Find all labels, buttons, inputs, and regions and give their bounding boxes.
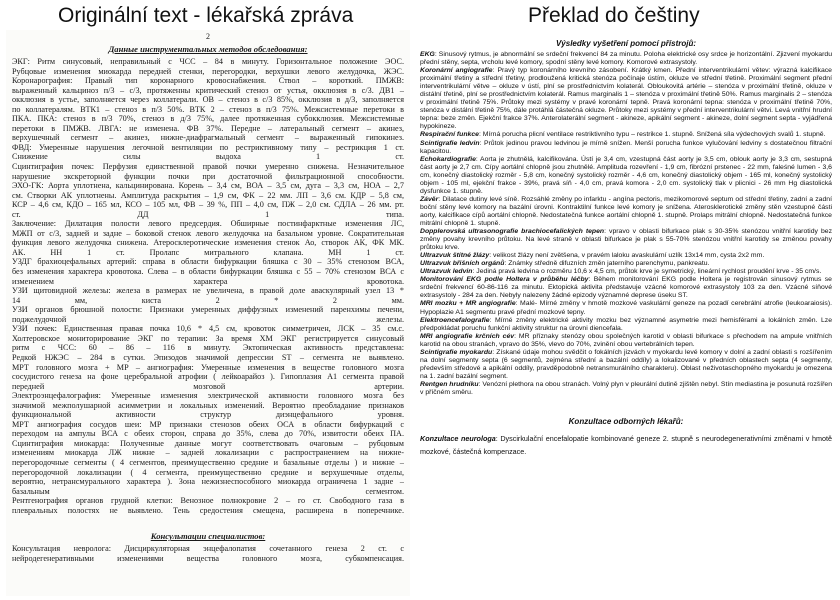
- original-line: УЗИ органов брюшной полости: Признаки умеренных диффузных изменений паренхимы печени,: [12, 305, 404, 315]
- translation-title: Překlad do češtiny: [528, 4, 700, 27]
- original-line: ПКА. ПКА: стеноз в п/3 70%, стеноз в д/3 75%, далее протяженная субокклюзия. Межсистемные: [12, 114, 404, 124]
- paragraph-label: Rentgen hrudníku: [420, 380, 479, 388]
- original-line: см. Створки АК уплотнены. Амплитуда раскрытия – 1,9 см, ФК – 22 мм. ЛП – 3,6 см. КДР – 5,8 см,: [12, 190, 404, 200]
- paragraph-label: Konzultace neurologa: [420, 434, 496, 444]
- paragraph-label: Echokardiografie: [420, 155, 476, 163]
- paragraph-text: : Známky středně difuzních změn jaterního parenchymu, pankreatu.: [504, 260, 710, 268]
- translation-body: [416, 51, 836, 397]
- paragraph-text: : Sinusový rytmus, je abnormální se srdeční frekvencí 84 za minutu. Poloha elektrické osy srdce je horizontální. Zjizvení myokardu přední stěny, septa, vrcholu levé komory, spodní stěny levé komory. Komorové extrasystoly.: [420, 51, 832, 67]
- paragraph-label: Dopplerovská ultrasonografie brachiocefalických tepen: [420, 228, 605, 236]
- translation-paragraph: [416, 228, 836, 252]
- original-line: УЗИ почек: Единственная правая почка 10,6 * 4,5 см, кровоток симметричен, ЛСК – 35 см.с.: [12, 324, 404, 334]
- original-line: выраженный кальциноз п/3 – с/3, протяженны критический стеноз от устья, окклюзия в с/3. ДВ1 –: [12, 85, 404, 95]
- original-consult-line: Консультация невролога: Дисциркуляторная энцефалопатия сочетанного генеза 2 ст. с: [12, 544, 404, 554]
- original-line: значимой межполушарной асимметрии и локальных изменений. Вероятно преобладание признаков: [12, 400, 404, 410]
- original-line: УЗДГ брахиоцефальных артерий: справа в области бифуркации бляшка с 30 – 35% стенозом ВСА,: [12, 257, 404, 267]
- translation-paragraph: [416, 156, 836, 196]
- original-line: Сцинтиграфия почек: Перфузия единственной правой почки умеренно снижена. Незначительное: [12, 162, 404, 172]
- original-line: функция левого желудочка снижена. Атеросклеротические изменения стенок Ао, створок АК, ФК МК.: [12, 238, 404, 248]
- original-line: передней мозговой артерии.: [12, 381, 404, 391]
- original-document-scan: [6, 30, 410, 596]
- translation-paragraph: [416, 252, 836, 260]
- original-line: вероятно, нетрансмурального характера ). Зона нежизнеспособного миокарда ограничена 1 задне –: [12, 477, 404, 487]
- translation-paragraph: [416, 131, 836, 139]
- original-line: Редкой НЖЭС – 284 в сутки. Эпизодов значимой депрессии ST – сегмента не выявлено.: [12, 352, 404, 362]
- paragraph-text: : Jediná pravá ledvina o rozměru 10,6 x 4,5 cm, průtok krve je symetrický, lineární rychlost proudění krve - 35 cm/s.: [472, 268, 822, 276]
- paragraph-label: Ultrazvuk štítné žlázy: [420, 252, 490, 260]
- paragraph-label: Respirační funkce: [420, 131, 479, 139]
- original-line: Коронарография: Правый тип коронарного кровоснабжения. Ствол – короткий. ПМЖВ:: [12, 76, 404, 86]
- original-line: перегородочной локализации ( 4 сегмента, преимущественно средние и верхушечные отделы,: [12, 467, 404, 477]
- translation-consult-paragraph: [416, 432, 836, 458]
- original-line: нарушение экскреторной функции почки при достаточной фильтрационной способности.: [12, 171, 404, 181]
- original-line: изменением характера кровотока.: [12, 276, 404, 286]
- translation-paragraph: [416, 333, 836, 349]
- paragraph-text: : Dilatace dutiny levé síně. Rozsáhlé změny po infarktu - angína pectoris, mezikomorové septum od střední třetiny, zadní a zadní boční stěny levé komory na bazální úrovni. Kontraktilní funkce levé komory je snížena. Aterosklerotické změny stěn vzestupné části aorty, kalcifikace cípů aortální chlopně. Nedostatečná funkce aortální chlopně 1. stupně. Prolaps mitrální chlopně. Nedostatečná funkce mitrální chlopně 1. stupně.: [420, 195, 832, 227]
- paragraph-text: : Během monitorování EKG podle Holtera je registrován sinusový rytmus se srdeční frekvencí 60-86-116 za minutu. Ektopická aktivita představuje vzácné komorové extrasystoly 103 za den. Vzácné síňové extrasystoly - 284 za den. Nebyly nalezeny žádné epizody významné deprese úseku ST.: [420, 276, 832, 300]
- original-line: без изменения характера кровотока. Слева – в области бифуркации бляшка с 55 – 70% стенозом ВСА с: [12, 267, 404, 277]
- original-line: УЗИ щитовидной железы: железа в размерах не увеличена, в правой доле аваскулярный узел 13 *: [12, 286, 404, 296]
- original-line: сосудистого генеза на фоне церебральной атрофии ( лейкоарайоз ). Гипоплазия А1 сегмента правой: [12, 372, 404, 382]
- translation-paragraph: [416, 381, 836, 397]
- original-line: Заключение: Дилатация полости левого предсердия. Обширные постинфарктные изменения ЛС,: [12, 219, 404, 229]
- original-line: МРТ ангиография сосудов шеи: МР признаки стенозов обеих ОСА в области бифуркаций с: [12, 419, 404, 429]
- original-line: функциональной активности структур диэнцефального уровня.: [12, 410, 404, 420]
- paragraph-text: : velikost žlázy není zvětšena, v pravém laloku avaskulární uzlík 13x14 mm, cysta 2x2 mm.: [489, 252, 765, 260]
- translation-paragraph: [416, 317, 836, 333]
- original-line: АК. НН 1 ст. Пролапс митрального клапана. МН 1 ст.: [12, 247, 404, 257]
- paragraph-text: : Mírná porucha plicní ventilace restriktivního typu – restrikce 1. stupně. Snížená síla výdechových svalů 1. stupně.: [478, 131, 826, 139]
- translation-paragraph: [416, 349, 836, 381]
- translation-page-number: [416, 30, 836, 39]
- translation-document: [416, 30, 836, 596]
- paragraph-label: Monitorování EKG podle Holtera v průběhu léčby: [420, 276, 589, 284]
- paragraph-text: : Průtok jedinou pravou ledvinou je mírně snížen. Menší porucha funkce vylučování ledviny s dostatečnou filtrační kapacitou.: [420, 139, 832, 155]
- original-line: Электроэнцефалография: Умеренные изменения электрической активности головного мозга без: [12, 391, 404, 401]
- original-line: ритм с ЧСС: 60 – 86 – 116 в минуту. Эктопическая активность представлена:: [12, 343, 404, 353]
- original-text-body: [6, 57, 410, 515]
- translation-paragraph: [416, 51, 836, 67]
- translation-paragraph: [416, 67, 836, 131]
- original-line: базальным сегментом.: [12, 486, 404, 496]
- original-line: ст. ДД 1 типа.: [12, 209, 404, 219]
- paragraph-label: Koronární angiografie: [420, 67, 493, 75]
- original-line: КСР – 4,6 см, КДО – 165 мл, КСО – 105 мл, ФВ – 39 %, ПП – 4,0 см, ПЖ – 2,0 см. СДЛА – 26 мм. рт.: [12, 200, 404, 210]
- paragraph-text: : Získané údaje mohou svědčit o fokálních jizvách v myokardu levé komory v dolní a zadní oblasti s rozšířením na dolní segmenty septa (6 segmentů, zejména střední a bazální oddíly) a lokalizované v předních oblastech septa (4 segmenty, především středové a apikální oddíly, pravděpodobně netransmurálního charakteru). Oblast neživotaschopného myokardu je omezena na 1. zadní bazální segment.: [420, 348, 832, 380]
- original-line: Рентгенография органов грудной клетки: Венозное полнокровие 2 – го ст. Свободного газа в: [12, 496, 404, 506]
- original-line: ЭХО-ГК: Аорта уплотнена, кальцинирована. Корень – 3,4 см, ВОА – 3,5 см, дуга – 3,3 см, НОА – 2,7: [12, 181, 404, 191]
- translation-paragraph: [416, 276, 836, 300]
- original-line: МЖП от с/3, задней и задне – боковой стенок левого желудочка на базальном уровне. Сократительная: [12, 228, 404, 238]
- translation-paragraph: [416, 196, 836, 228]
- original-line: Рубцовые изменения миокарда передней стенки, перегородки, верхушки левого желудочка, ЖЭС.: [12, 66, 404, 76]
- paragraph-text: : Venózní plethora na obou stranách. Volný plyn v pleurální dutině zjištěn nebyl. Stín mediastina je posunutá rozšířen v příčném směru.: [420, 380, 832, 396]
- paragraph-label: EKG: [420, 51, 435, 58]
- paragraph-text: : Mírné změny elektrické aktivity mozku bez významné asymetrie mezi hemisférami a lokálních změn. Lze předpokládat poruchu funkční aktivity struktur na úrovni diencefala.: [420, 316, 832, 332]
- original-line: плевральных полостях не выявлено. Тень средостения смещена, расширена в поперечнике.: [12, 505, 404, 515]
- original-line: верхушечный сегмент – акинез, нижне-диафрагмальный сегмент – выраженный гипокинез.: [12, 133, 404, 143]
- original-line: Холтеровское мониторирование ЭКГ по терапии: За время ХМ ЭКГ регистрируется синусовый: [12, 333, 404, 343]
- paragraph-text: : Aorta je zhutnělá, kalcifikována. Ústí je 3,4 cm, vzestupná část aorty je 3,5 cm, oblouk aorty je 3,3 cm, sestupná část aorty je 2,7 cm. Cípy aortální chlopně jsou zhutnělé. Amplituda rozevření - 1,9 cm, fibrózní prstenec - 22 mm, faleśné lumen - 3,6 cm, konečný diastolický rozměr - 5,8 cm, konečný systolický rozměr - 4,6 cm, konečný diastolický objem - 165 ml, konečný systolický objem - 105 ml, ejekční frakce - 39%, pravá síň - 4,0 cm, pravá komora - 2,0 cm. systolický tlak v plicnici - 26 mm Hg diastolická dysfunkce 1. stupně.: [420, 155, 832, 195]
- paragraph-text: : Pravý typ koronárního krevního zásobení. Krátký kmen. Přední interventrikulární větev: výrazná kalcifikace proximální třetiny a střední třetiny, prodloužená kritická stenóza počínaje ústím, okluze ve střední třetině. Proximální segment přední interventrikulární větve – okluze v ústí, plní se prostřednictvím kolaterál. Obloukovitá artérie – stenóza v proximální třetině, okluze v distální třetině, plní se prostřednictvím kolaterál. Ramus marginalis 1 – stenóza v proximální třetině 50%. Ramus marginalis 2 – stenóza v proximální třetině 75%. Průtoky mezi systémy v pravé koronární tepně. Pravá koronární tepna: stenóza v proximální třetině 70%, stenóza v distální třetině 75%, dále protáhlá částečná okluze. Průtoky mezi systémy v přední interventrikulární větvi. Levá vnitřní hrudní tepna: beze změn. Ejekční frakce 37%. Anterolaterální segment - akineze, apikální segment - akineze, dolní segment septa - vyjádřená hypokineze.: [420, 67, 832, 131]
- translation-paragraph: [416, 140, 836, 156]
- original-page-number: 2: [206, 32, 210, 41]
- translation-paragraph: [416, 300, 836, 316]
- original-line: изменениям миокарда ЛЖ нижне – задней локализации с распространением на нижне-: [12, 448, 404, 458]
- original-line: окклюзия в устье, заполняется через коллатерали. ОВ – стеноз в с/3 85%, окклюзия в д/3, заполняется: [12, 95, 404, 105]
- paragraph-label: Ultrazvuk břišních orgánů: [420, 260, 505, 268]
- original-line: МРТ головного мозга + МР – ангиография: Умеренные изменения в веществе головного мозга: [12, 362, 404, 372]
- original-line: ЭКГ: Ритм синусовый, неправильный с ЧСС – 84 в минуту. Горизонтальное положение ЭОС.: [12, 57, 404, 66]
- translation-consult-title: Konzultace odborných lékařů:: [568, 417, 684, 427]
- original-line: ФВД: Умеренные нарушения легочной вентиляции по рестриктивному типу – рестрикция 1 ст.: [12, 142, 404, 152]
- original-consult-body: [6, 544, 410, 563]
- original-text-title: Originální text - lékařská zpráva: [58, 4, 354, 27]
- paragraph-text: : MR příznaky stenózy obou společných karotid v oblasti bifurkace s přechodem na ampule vnitřních karotid na obou stranách, vpravo do 35%, vlevo do 70%, zvinění obou vertebrálních tepen.: [420, 332, 832, 348]
- original-consult-title: Консультации специалистов:: [150, 531, 266, 542]
- original-line: перегородочные сегменты ( 4 сегментов, преимущественно средние и базальные отделы ) и нижне –: [12, 457, 404, 467]
- paragraph-text: : Dyscirkulační encefalopatie kombinované geneze 2. stupně s neurodegenerativními změnami v hmotě mozkové, částečná kompenzace.: [420, 434, 832, 457]
- original-line: по коллатералям. ВТК1 – стеноз в п/3 50%. ВТК 2 – стеноз в п/3 75%. Межсистемные перетоки в: [12, 104, 404, 114]
- paragraph-label: MRI mozku + MR angiografie: [420, 300, 516, 308]
- original-line: перетоки в ПМЖВ. ЛВГА: не изменена. ФВ 37%. Передне – латеральный сегмент – акинез,: [12, 123, 404, 133]
- paragraph-label: Závěr: [420, 195, 439, 203]
- original-section-title: Данные инструментальных методов обследования:: [108, 44, 308, 54]
- paragraph-label: MRI angiografie krčních cév: [420, 332, 515, 340]
- original-line: переходом на ампулы ВСА с обеих сторон, справа до 35%, слева до 70%, извитости обеих ПА.: [12, 429, 404, 439]
- paragraph-label: Elektroencefalografie: [420, 316, 490, 324]
- paragraph-text: : Malé- Mírné změny v hmotě mozkové vaskulární geneze na pozadí cerebrální atrofie (leukoaraiosis). Hypoplazie A1 segmentu pravé přední mozkové tepny.: [420, 300, 832, 316]
- original-line: поджелудочной железы.: [12, 314, 404, 324]
- paragraph-label: Scintigrafie ledvin: [420, 139, 480, 147]
- original-line: Сцинтиграфия миокарда: Полученные данные могут соответствовать очаговым – рубцовым: [12, 438, 404, 448]
- original-consult-line: нейродегенеративными изменениями вещества головного мозга, субкомпенсация.: [12, 553, 404, 563]
- paragraph-label: Ultrazvuk ledvin: [420, 268, 473, 276]
- original-line: Снижение силы выдоха 1 ст.: [12, 152, 404, 162]
- paragraph-text: : vpravo v oblasti bifurkace plak s 30-35% stenózou vnitřní karotidy bez změny povahy krevního průtoku. Na levé straně v oblasti bifurkace je plak s 55-70% stenózou vnitřní karotidy se změnou povahy průtoku krve.: [420, 228, 832, 252]
- paragraph-label: Scintigrafie myokardu: [420, 348, 493, 356]
- translation-section-title: Výsledky vyšetření pomocí přístrojů:: [555, 39, 697, 48]
- original-line: 14 мм, киста 2 * 2 мм.: [12, 295, 404, 305]
